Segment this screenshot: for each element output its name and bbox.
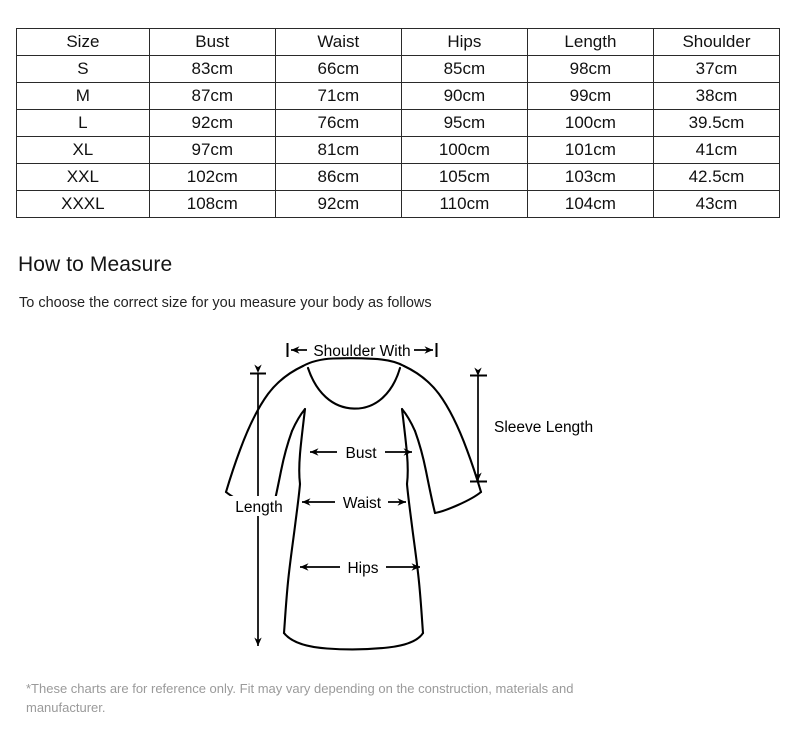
bust-measure — [310, 445, 412, 462]
disclaimer-text: *These charts are for reference only. Fit may vary depending on the construction, materials and manufacturer. — [26, 681, 574, 715]
waist-measure — [302, 495, 406, 512]
cell-hips: 105cm — [401, 164, 527, 191]
table-header-row — [17, 29, 780, 56]
table-row — [17, 191, 780, 218]
shoulder-width-label: Shoulder With — [313, 343, 411, 360]
cell-waist: 86cm — [275, 164, 401, 191]
cell-size: L — [17, 110, 150, 137]
how-to-measure-title: How to Measure — [18, 253, 173, 276]
column-header-bust: Bust — [149, 29, 275, 56]
cell-shoulder: 43cm — [653, 191, 779, 218]
length-label: Length — [235, 499, 283, 516]
cell-bust: 87cm — [149, 83, 275, 110]
cell-bust: 102cm — [149, 164, 275, 191]
column-header-size: Size — [17, 29, 150, 56]
table-row — [17, 56, 780, 83]
cell-bust: 108cm — [149, 191, 275, 218]
measurement-diagram — [0, 330, 800, 670]
table-row — [17, 137, 780, 164]
how-to-measure-subtitle: To choose the correct size for you measure your body as follows — [19, 295, 432, 311]
cell-waist: 81cm — [275, 137, 401, 164]
cell-shoulder: 38cm — [653, 83, 779, 110]
cell-hips: 100cm — [401, 137, 527, 164]
cell-hips: 90cm — [401, 83, 527, 110]
cell-size: XXL — [17, 164, 150, 191]
cell-bust: 92cm — [149, 110, 275, 137]
cell-length: 99cm — [527, 83, 653, 110]
column-header-length: Length — [527, 29, 653, 56]
cell-size: XXXL — [17, 191, 150, 218]
table-row — [17, 164, 780, 191]
bust-label: Bust — [345, 445, 377, 462]
cell-shoulder: 42.5cm — [653, 164, 779, 191]
column-header-waist: Waist — [275, 29, 401, 56]
cell-hips: 85cm — [401, 56, 527, 83]
cell-size: XL — [17, 137, 150, 164]
cell-waist: 71cm — [275, 83, 401, 110]
cell-waist: 92cm — [275, 191, 401, 218]
cell-size: S — [17, 56, 150, 83]
cell-hips: 95cm — [401, 110, 527, 137]
cell-shoulder: 41cm — [653, 137, 779, 164]
hips-label: Hips — [347, 560, 379, 577]
table-row — [17, 110, 780, 137]
shoulder-width-measure — [288, 343, 437, 360]
cell-waist: 76cm — [275, 110, 401, 137]
cell-shoulder: 37cm — [653, 56, 779, 83]
cell-size: M — [17, 83, 150, 110]
cell-length: 104cm — [527, 191, 653, 218]
cell-hips: 110cm — [401, 191, 527, 218]
size-chart-table — [16, 28, 780, 218]
column-header-shoulder: Shoulder — [653, 29, 779, 56]
cell-length: 100cm — [527, 110, 653, 137]
hips-measure — [300, 560, 420, 577]
cell-bust: 97cm — [149, 137, 275, 164]
waist-label: Waist — [342, 495, 382, 512]
cell-length: 98cm — [527, 56, 653, 83]
table-row — [17, 83, 780, 110]
size-chart-table-container — [16, 28, 780, 218]
cell-waist: 66cm — [275, 56, 401, 83]
cell-shoulder: 39.5cm — [653, 110, 779, 137]
cell-bust: 83cm — [149, 56, 275, 83]
column-header-hips: Hips — [401, 29, 527, 56]
cell-length: 103cm — [527, 164, 653, 191]
sleeve-length-measure — [470, 376, 593, 482]
sleeve-length-label: Sleeve Length — [494, 419, 594, 436]
cell-length: 101cm — [527, 137, 653, 164]
length-measure — [228, 373, 290, 646]
